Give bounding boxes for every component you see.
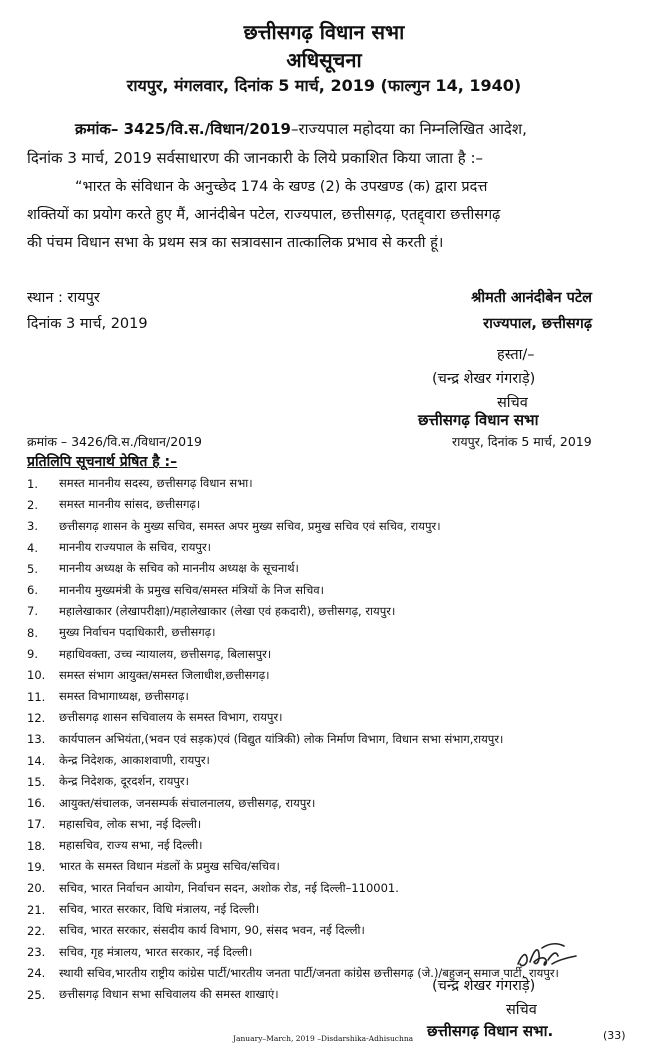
- list-item: [27, 643, 559, 664]
- order-line-1-rest: –राज्यपाल महोदया का निम्नलिखित आदेश,: [291, 120, 527, 138]
- list-item-number: 6.: [27, 583, 38, 598]
- list-item-number: 7.: [27, 604, 38, 619]
- list-item-text: केन्द्र निदेशक, दूरदर्शन, रायपुर।: [59, 774, 189, 789]
- order-line-2: दिनांक 3 मार्च, 2019 सर्वसाधारण की जानकारी के लिये प्रकाशित किया जाता है :–: [27, 149, 484, 167]
- distribution-list: [27, 473, 559, 1005]
- list-item: [27, 835, 559, 856]
- list-item-number: 19.: [27, 859, 46, 874]
- order-quote-line-2: शक्तियों का प्रयोग करते हुए मैं, आनंदीबेन पटेल, राज्यपाल, छत्तीसगढ़, एतद्द्वारा छत्तीसगढ़: [27, 207, 501, 223]
- list-item-text: सचिव, भारत सरकार, विधि मंत्रालय, नई दिल्ली।: [59, 902, 260, 917]
- list-item: [27, 579, 559, 600]
- kramank-label: क्रमांक–: [75, 120, 119, 138]
- list-item: [27, 494, 559, 515]
- list-item-number: 21.: [27, 902, 46, 917]
- list-item: [27, 601, 559, 622]
- list-item-number: 9.: [27, 647, 38, 662]
- list-item: [27, 878, 559, 899]
- order-line-1: [75, 119, 527, 139]
- list-item: [27, 707, 559, 728]
- handwritten-signature: [512, 940, 582, 974]
- list-item: [27, 516, 559, 537]
- list-item-text: माननीय अध्यक्ष के सचिव को माननीय अध्यक्ष के सूचनार्थ।: [59, 561, 299, 576]
- kramank-number: 3425/वि.स./विधान/2019: [123, 120, 291, 138]
- list-item: [27, 686, 559, 707]
- order-quote-line-1: “भारत के संविधान के अनुच्छेद 174 के खण्ड (2) के उपखण्ड (क) द्वारा प्रदत्त: [75, 179, 488, 195]
- order-date: दिनांक 3 मार्च, 2019: [27, 316, 148, 332]
- list-item-text: समस्त विभागाध्यक्ष, छत्तीसगढ़।: [59, 689, 189, 704]
- list-item: [27, 558, 559, 579]
- list-item-text: महालेखाकार (लेखापरीक्षा)/महालेखाकार (लेखा एवं हकदारी), छत्तीसगढ़, रायपुर।: [59, 603, 396, 618]
- order-quote-line-3: की पंचम विधान सभा के प्रथम सत्र का सत्रावसान तात्कालिक प्रभाव से करती हूं।: [27, 235, 444, 251]
- governor-name: श्रीमती आनंदीबेन पटेल: [471, 290, 592, 306]
- list-item-text: माननीय राज्यपाल के सचिव, रायपुर।: [59, 540, 212, 555]
- list-item-text: केन्द्र निदेशक, आकाशवाणी, रायपुर।: [59, 753, 210, 767]
- signed-marker: हस्ता/–: [497, 347, 535, 363]
- list-item: [27, 622, 559, 643]
- list-item-number: 12.: [27, 710, 46, 725]
- final-secretary-name: (चन्द्र शेखर गंगराड़े): [432, 978, 536, 994]
- list-item-text: भारत के समस्त विधान मंडलों के प्रमुख सचिव/सचिव।: [59, 859, 280, 874]
- list-item-number: 24.: [27, 966, 46, 981]
- footer-text: January–March, 2019 –Disdarshika-Adhisuchna: [233, 1034, 414, 1043]
- list-item-text: छत्तीसगढ़ विधान सभा सचिवालय की समस्त शाखाएं।: [59, 987, 279, 1002]
- final-secretary-designation: सचिव: [506, 1002, 537, 1018]
- list-item-number: 13.: [27, 732, 46, 747]
- list-item-number: 15.: [27, 774, 46, 789]
- copy-kramank: क्रमांक – 3426/वि.स./विधान/2019: [27, 434, 203, 449]
- list-item-number: 20.: [27, 881, 46, 896]
- list-item: [27, 473, 559, 494]
- list-item: [27, 665, 559, 686]
- list-item-text: छत्तीसगढ़ शासन के मुख्य सचिव, समस्त अपर मुख्य सचिव, प्रमुख सचिव एवं सचिव, रायपुर।: [59, 518, 441, 533]
- list-item-text: महाधिवक्ता, उच्च न्यायालय, छत्तीसगढ़, बिलासपुर।: [59, 646, 272, 661]
- list-item-text: आयुक्त/संचालक, जनसम्पर्क संचालनालय, छत्तीसगढ़, रायपुर।: [59, 795, 316, 810]
- list-item-text: महासचिव, राज्य सभा, नई दिल्ली।: [59, 838, 203, 853]
- list-item-text: कार्यपालन अभियंता,(भवन एवं सड़क)एवं (विद्युत यांत्रिकी) लोक निर्माण विभाग, विधान सभा संभाग,रायपुर।: [59, 731, 504, 746]
- list-item: [27, 537, 559, 558]
- list-item: [27, 856, 559, 877]
- final-secretary-org: छत्तीसगढ़ विधान सभा.: [427, 1022, 554, 1040]
- secretary-org: छत्तीसगढ़ विधान सभा: [418, 411, 539, 429]
- list-item-text: समस्त माननीय सांसद, छत्तीसगढ़।: [59, 497, 201, 512]
- list-item-number: 2.: [27, 497, 38, 512]
- dateline: रायपुर, मंगलवार, दिनांक 5 मार्च, 2019 (फाल्गुन 14, 1940): [126, 76, 522, 95]
- list-item-text: स्थायी सचिव,भारतीय राष्ट्रीय कांग्रेस पार्टी/भारतीय जनता पार्टी/जनता कांग्रेस छत्तीसगढ़ (जे.)/बहुजन समाज पार्टी, रायपुर।: [59, 965, 559, 980]
- list-item-text: मुख्य निर्वाचन पदाधिकारी, छत्तीसगढ़।: [59, 625, 216, 640]
- list-item-number: 4.: [27, 540, 38, 555]
- list-item: [27, 814, 559, 835]
- list-item: [27, 771, 559, 792]
- list-item-number: 25.: [27, 987, 46, 1002]
- list-item-number: 8.: [27, 625, 38, 640]
- list-item-number: 5.: [27, 561, 38, 576]
- list-item: [27, 729, 559, 750]
- list-item-text: महासचिव, लोक सभा, नई दिल्ली।: [59, 816, 202, 831]
- list-item-text: माननीय मुख्यमंत्री के प्रमुख सचिव/समस्त मंत्रियों के निज सचिव।: [59, 582, 325, 597]
- list-item-text: सचिव, भारत निर्वाचन आयोग, निर्वाचन सदन, अशोक रोड, नई दिल्ली–110001.: [59, 880, 399, 895]
- list-item-text: सचिव, गृह मंत्रालय, भारत सरकार, नई दिल्ली।: [59, 944, 253, 959]
- list-item-number: 18.: [27, 838, 46, 853]
- list-item-number: 11.: [27, 689, 46, 704]
- list-item-number: 14.: [27, 753, 46, 768]
- list-item-text: समस्त माननीय सदस्य, छत्तीसगढ़ विधान सभा।: [59, 476, 253, 491]
- notification-heading: अधिसूचना: [286, 48, 362, 72]
- list-item-number: 23.: [27, 945, 46, 960]
- list-item-number: 22.: [27, 923, 46, 938]
- list-item-number: 1.: [27, 476, 38, 491]
- secretary-name: (चन्द्र शेखर गंगराड़े): [432, 371, 536, 387]
- list-item-number: 3.: [27, 519, 38, 534]
- secretary-designation: सचिव: [497, 395, 528, 411]
- list-item-text: छत्तीसगढ़ शासन सचिवालय के समस्त विभाग, रायपुर।: [59, 710, 283, 725]
- copy-date: रायपुर, दिनांक 5 मार्च, 2019: [452, 434, 592, 449]
- governor-title: राज्यपाल, छत्तीसगढ़: [483, 316, 592, 332]
- list-item-number: 17.: [27, 817, 46, 832]
- page-number: (33): [603, 1029, 626, 1042]
- list-item: [27, 750, 559, 771]
- copy-heading: प्रतिलिपि सूचनार्थ प्रेषित है :–: [27, 454, 178, 470]
- list-item-text: समस्त संभाग आयुक्त/समस्त जिलाधीश,छत्तीसगढ़।: [59, 667, 270, 682]
- list-item-text: सचिव, भारत सरकार, संसदीय कार्य विभाग, 90, संसद भवन, नई दिल्ली।: [59, 923, 365, 938]
- list-item-number: 10.: [27, 668, 46, 683]
- list-item-number: 16.: [27, 796, 46, 811]
- list-item: [27, 920, 559, 941]
- list-item: [27, 942, 559, 963]
- list-item: [27, 792, 559, 813]
- assembly-title: छत्तीसगढ़ विधान सभा: [243, 20, 405, 44]
- list-item: [27, 899, 559, 920]
- place-text: स्थान : रायपुर: [27, 290, 100, 306]
